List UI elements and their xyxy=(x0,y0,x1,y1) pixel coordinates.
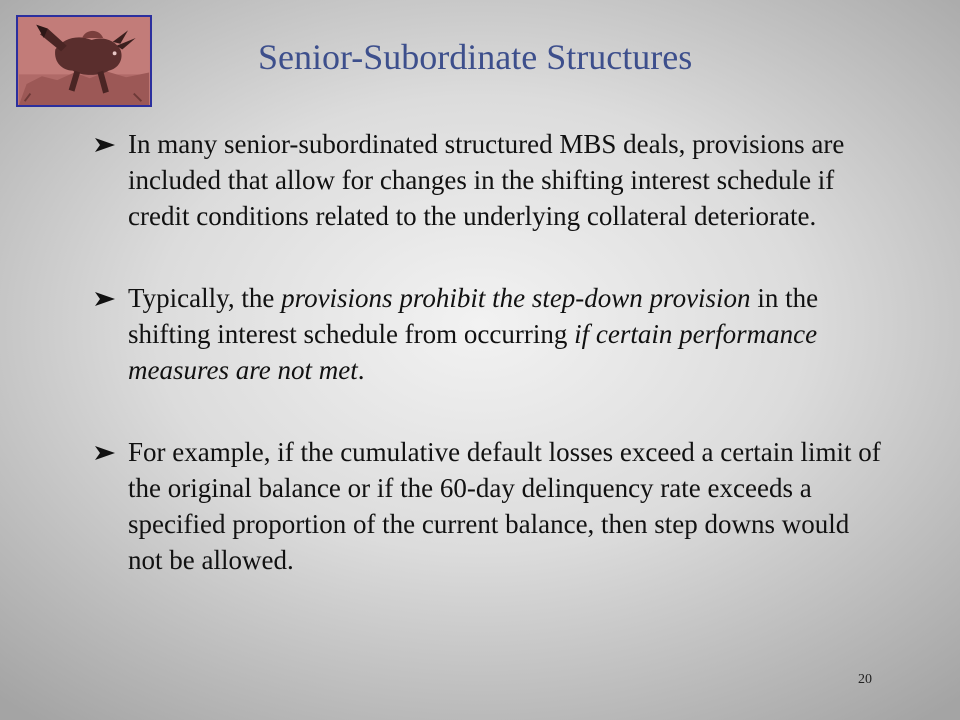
bull-image-icon xyxy=(18,17,150,105)
bullet-list xyxy=(94,126,884,578)
bullet-text-2b-italic: provisions prohibit the step-down provision xyxy=(281,283,751,313)
bullet-item-1 xyxy=(94,126,884,234)
bull-logo-image xyxy=(16,15,152,107)
bullet-text-2a: Typically, the xyxy=(128,283,282,313)
bullet-text-3: For example, if the cumulative default losses exceed a certain limit of the original balance or if the 60-day delinquency rate exceeds a specified proportion of the current balance, then step downs would not be allowed. xyxy=(128,437,881,575)
bullet-item-2 xyxy=(94,280,884,388)
bullet-item-3 xyxy=(94,434,884,578)
bullet-text-2e: . xyxy=(357,355,365,385)
bullet-text-2c: in the shifting interest schedule from occurring xyxy=(128,283,819,349)
arrowhead-bullet-icon xyxy=(94,445,116,461)
page-number: 20 xyxy=(858,672,872,687)
arrowhead-bullet-icon xyxy=(94,137,116,153)
slide-title: Senior-Subordinate Structures xyxy=(258,37,693,77)
bullet-text-1: In many senior-subordinated structured MBS deals, provisions are included that allow for changes in the shifting interest schedule if credit conditions related to the underlying collateral deteriorate. xyxy=(128,129,845,231)
arrowhead-bullet-icon xyxy=(94,291,116,307)
bullet-text-2d-italic: if certain performance measures are not met xyxy=(128,319,818,385)
